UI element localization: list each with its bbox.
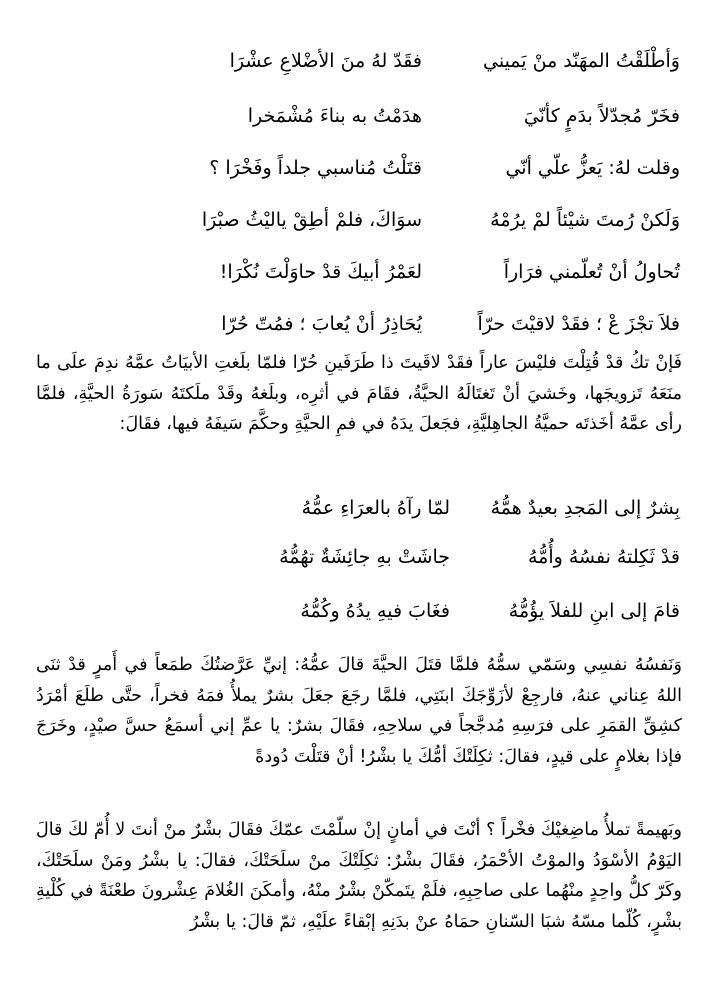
verse-first-hemistich: وقلت لهُ: يَعزُّ علّي أنّي: [505, 157, 680, 179]
verse-second-hemistich: سوَاكَ، فلمْ أطِقْ ياليْثُ صبْرَا: [201, 209, 422, 231]
poem-verse: [40, 203, 680, 237]
poem-verse: [40, 594, 680, 628]
verse-second-hemistich: جاشَتْ بهِ جائِشَةٌ تهُمُّهُ: [279, 546, 450, 568]
verse-first-hemistich: بِشرٌ إلى المَجدِ بعيدٌ همُّهُ: [490, 497, 680, 519]
poem-verse: [40, 491, 680, 525]
poem-verse: [40, 44, 680, 78]
verse-second-hemistich: فغَابَ فيهِ يدُهُ وكُمُّهُ: [300, 600, 450, 622]
verse-first-hemistich: قدْ ثَكِلتهُ نفسُهُ وأُمُّهُ: [527, 546, 680, 568]
verse-first-hemistich: تُحاولُ أنْ تُعلّمني فرَاراً: [503, 261, 680, 283]
verse-second-hemistich: قتَلْتُ مُناسبي جلداً وفَخْرَا ؟: [209, 157, 422, 179]
poem-verse: [40, 255, 680, 289]
verse-first-hemistich: قامَ إلى ابنِ للفلاَ يؤُمُّهُ: [508, 600, 680, 622]
verse-first-hemistich: وَلَكنْ رُمتَ شيْئاً لمْ يرُمْهُ: [490, 209, 680, 231]
verse-first-hemistich: فلاَ تجْزَ عْ ؛ فقَدْ لاقيْتَ حرّاً: [477, 313, 680, 335]
poem-verse: [40, 540, 680, 574]
verse-second-hemistich: يُحَاذِرُ أنْ يُعابَ ؛ فمُتّ حُرّا: [221, 313, 422, 335]
verse-second-hemistich: لمّا رآهُ بالعرَاءِ عمُّهُ: [301, 497, 450, 519]
verse-second-hemistich: هدَمْتُ به بناءَ مُشْمَخرا: [247, 105, 422, 127]
verse-second-hemistich: لعَمْرُ أبيكَ قدْ حاوَلْتَ نُكْرَا!: [219, 261, 422, 283]
poem-verse: [40, 307, 680, 341]
verse-first-hemistich: وَأطْلَقْتُ المهَنّد منْ يَميني: [483, 50, 680, 72]
verse-second-hemistich: فقَدّ لهُ منَ الأضْلاعِ عشْرَا: [229, 50, 422, 72]
poem-verse: [40, 151, 680, 185]
prose-paragraph: وَنَفسُهُ نفسِي وسَمّي سمُّهُ فلمَّا قتَلَ الحيَّةَ قالَ عمُّهُ: إنيِّ عَرَّضتُكَ طمَعاً في أَمرٍ قدْ ثنَى اللهُ عِناني عنهُ، فارجِعْ لأزَوِّجَكَ ابنَتِي، فلمَّا رجَعَ جعَلَ بشرٌ يملأُ فمَهُ فخراً، حتَّى طلَعَ أمْرَدُ كشِقِّ القمَرِ على فرَسِهِ مُدجَّجاً في سلاحِهِ، فقَالَ بشرٌ: يا عمِّ إني أسمَعُ حسَّ صيْدٍ، وخَرَجَ فإذا بغلامٍ على قيدٍ، فقالَ: ثكِلَتْكَ أمُّكَ يا بشْرُ! أنْ قتَلْتَ دُودةً: [36, 655, 682, 767]
prose-paragraph: وبَهيمةً تملأُ ماضِغيْكَ فخْراً ؟ أنْتَ في أمانٍ إنْ سلّمْتَ عمّكَ فقَالَ بشْرٌ منْ أنتَ لا أُمّ لكَ قالَ اليَوْمُ الأسْوَدُ والموْتُ الأحْمَرُ، فقَالَ بشْرٌ: ثكِلَتْكَ منْ سلَحَتْكَ، فقالَ: يا بشْرُ ومَنْ سلَحَتْكَ، وكَرّ كلُّ واحِدٍ منْهُما على صاحِبِهِ، فلَمْ يتَمكّنْ بشْرٌ منْهُ، وأمكَنَ الغُلامَ عِشْرونَ طعْنَةً في كُلْيةِ بشْرٍ، كُلّما مسّهُ شبَا السّنانِ حمَاهُ عنْ بدَنِهِ إبْقاءً علَيْهِ، ثمّ قالَ: يا بشْرُ: [36, 820, 682, 932]
prose-paragraph: فَإنْ تكُ قدْ قُتِلْتَ فليْسَ عاراً فقَدْ لاقَيتَ ذا طَرَفَينِ حُرّا فلمّا بلَغتِ الأبيَاتُ عمَّهُ ندِمَ علَى ما منَعَهُ تَزويجَها، وخَشيَ أنْ تَغتَالَهُ الحيَّةُ، فقَامَ في أثرِه، وبلَغهُ وقَدْ ملَكتَهُ سَورَةُ الحيَّةِ، فلمَّا رأى عمَّهُ أخَذتَه حميَّةُ الجاهِليَّةِ، فجَعلَ يدَهُ في فمِ الحيَّةِ وحكَّمَ سَيفَهُ فيها، فقَالَ:: [36, 353, 682, 434]
verse-first-hemistich: فخَرّ مُجدّلاً بدَمٍ كأنّيَ: [523, 105, 680, 127]
poem-verse: [40, 99, 680, 133]
